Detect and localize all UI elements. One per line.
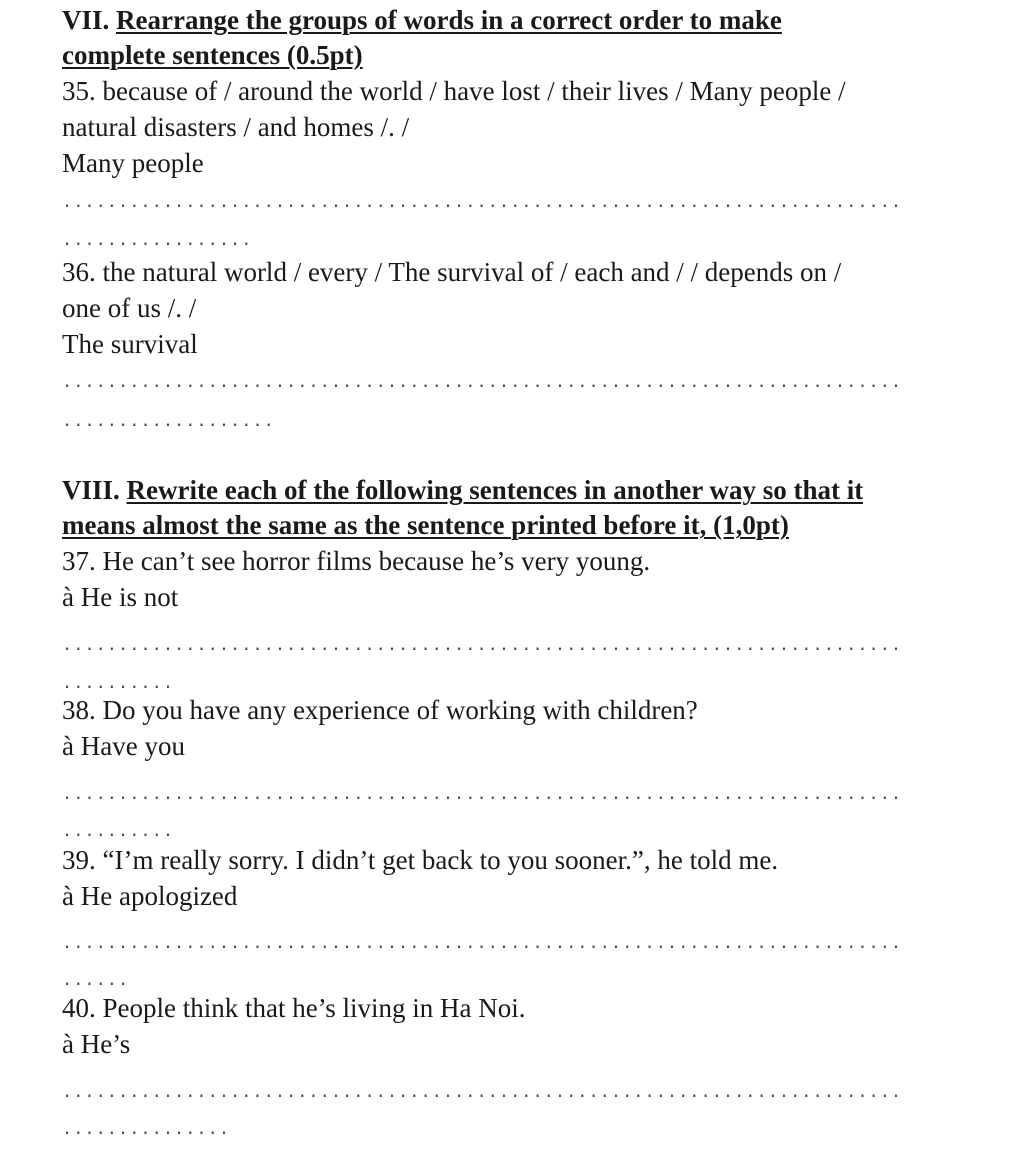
q36-answer-start: The survival [62,329,198,359]
q39-prompt: 39. “I’m really sorry. I didn’t get back to you sooner.”, he told me. [62,845,779,875]
q36-prompt-line-1: 36. the natural world / every / The survival of / each and / / depends on / [62,257,842,287]
section-7-number: VII. [62,5,117,35]
q40-prompt: 40. People think that he’s living in Ha Noi. [62,993,526,1023]
q35-answer-dots-tail: ................. [62,232,253,251]
section-8-heading [62,472,863,508]
q35-answer-start: Many people [62,148,204,178]
q40-answer-dots: ........................................................................... [62,1084,903,1103]
q36-answer-dots: ........................................................................... [62,374,903,393]
q36-answer-dots-tail: ................... [62,413,275,432]
q39-answer-dots: ........................................................................... [62,935,903,954]
q38-answer-dots-tail: .......... [62,823,175,842]
q37-answer-dots-tail: .......... [62,675,175,694]
section-8-title-line-1: Rewrite each of the following sentences in another way so that it [126,475,864,505]
q35-prompt-line-1: 35. because of / around the world / have lost / their lives / Many people / [62,76,846,106]
section-7-title-line-1: Rearrange the groups of words in a correct order to make [116,5,782,35]
q37-prompt: 37. He can’t see horror films because he’s very young. [62,546,651,576]
q39-answer-start: à He apologized [62,881,238,911]
section-7-heading-cont [62,37,363,73]
q35-prompt-line-2: natural disasters / and homes /. / [62,112,410,142]
q40-answer-dots-tail: ............... [62,1121,231,1140]
q38-answer-start: à Have you [62,731,185,761]
section-7-title-line-2: complete sentences (0.5pt) [62,40,363,70]
section-8-number: VIII. [62,475,127,505]
q36-prompt-line-2: one of us /. / [62,293,197,323]
q37-answer-dots: ........................................................................... [62,637,903,656]
q39-answer-dots-tail: ...... [62,972,130,991]
q35-answer-dots: ........................................................................... [62,194,903,213]
q37-answer-start: à He is not [62,582,179,612]
q40-answer-start: à He’s [62,1029,131,1059]
q38-prompt: 38. Do you have any experience of working with children? [62,695,698,725]
section-8-heading-cont [62,507,789,543]
q38-answer-dots: ........................................................................... [62,786,903,805]
section-8-title-line-2: means almost the same as the sentence printed before it, (1,0pt) [62,510,789,540]
section-7-heading [62,2,782,38]
